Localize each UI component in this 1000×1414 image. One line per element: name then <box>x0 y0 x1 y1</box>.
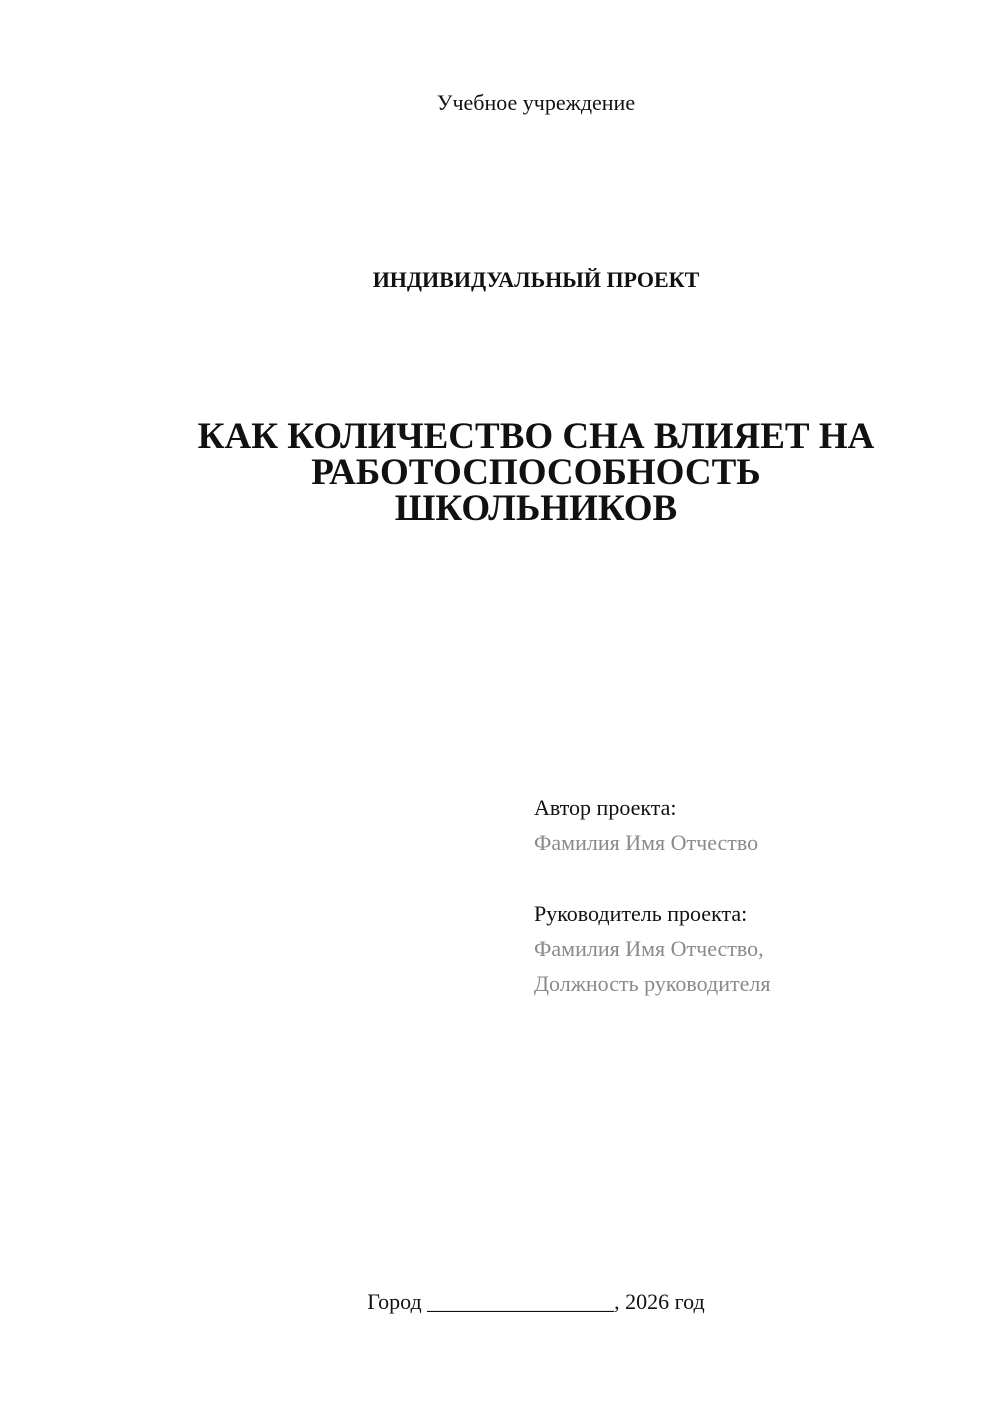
supervisor-label: Руководитель проекта: <box>534 901 748 926</box>
project-title-line-1: КАК КОЛИЧЕСТВО СНА ВЛИЯЕТ НА <box>197 416 875 457</box>
city-blank: _________________ <box>427 1289 615 1314</box>
project-title <box>0 416 1000 529</box>
supervisor-position: Должность руководителя <box>534 971 771 996</box>
document-type: ИНДИВИДУАЛЬНЫЙ ПРОЕКТ <box>372 267 700 292</box>
info-spacer <box>534 860 974 896</box>
institution-name: Учебное учреждение <box>436 90 636 115</box>
city-label: Город <box>367 1289 422 1314</box>
city-year-line <box>0 1289 1000 1315</box>
project-title-line-2: РАБОТОСПОСОБНОСТЬ <box>311 452 761 493</box>
supervisor-name: Фамилия Имя Отчество, <box>534 936 764 961</box>
project-info-block <box>534 790 974 1001</box>
project-title-line-3: ШКОЛЬНИКОВ <box>394 488 678 529</box>
year-text: , 2026 год <box>614 1289 705 1314</box>
author-label: Автор проекта: <box>534 795 677 820</box>
author-name: Фамилия Имя Отчество <box>534 830 759 855</box>
